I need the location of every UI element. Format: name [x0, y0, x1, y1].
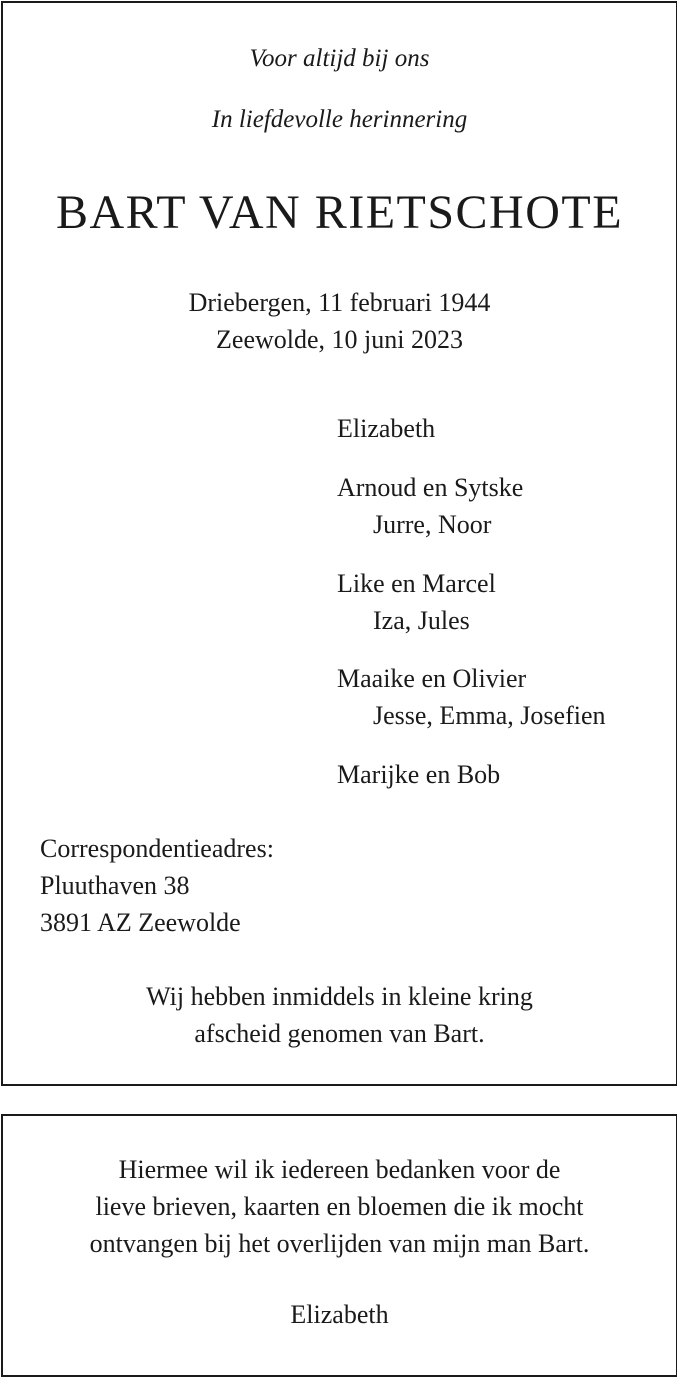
- family-member-children: Iza, Jules: [373, 606, 470, 635]
- address-city: 3891 AZ Zeewolde: [40, 908, 241, 937]
- address-street: Pluuthaven 38: [40, 871, 190, 900]
- family-member-children: Jurre, Noor: [373, 510, 492, 539]
- birth-line: Driebergen, 11 februari 1944: [188, 288, 491, 317]
- closing-line: Wij hebben inmiddels in kleine kring: [146, 982, 533, 1011]
- deceased-name: BART VAN RIETSCHOTE: [55, 186, 624, 239]
- family-member: [337, 410, 435, 447]
- birth-death-dates: [3, 284, 676, 358]
- closing-text: [3, 978, 676, 1052]
- family-member: [337, 469, 523, 543]
- family-member-main: Maaike en Olivier: [337, 664, 527, 693]
- motto-line-2: In liefdevolle herinnering: [211, 106, 468, 133]
- family-member: [337, 565, 496, 639]
- thanks-text: [3, 1151, 676, 1262]
- thanks-line: lieve brieven, kaarten en bloemen die ik mocht: [95, 1192, 584, 1221]
- family-member-main: Elizabeth: [337, 414, 436, 443]
- family-member-main: Arnoud en Sytske: [337, 473, 524, 502]
- family-member: [337, 660, 606, 734]
- family-member-children: Jesse, Emma, Josefien: [373, 701, 606, 730]
- family-member: [337, 756, 500, 793]
- correspondence-address: [40, 830, 274, 941]
- death-line: Zeewolde, 10 juni 2023: [216, 325, 463, 354]
- family-member-main: Like en Marcel: [337, 569, 496, 598]
- thanks-line: ontvangen bij het overlijden van mijn man Bart.: [89, 1229, 590, 1258]
- address-label: Correspondentieadres:: [40, 834, 274, 863]
- death-notice: [1, 1, 677, 1086]
- closing-line: afscheid genomen van Bart.: [194, 1019, 485, 1048]
- thank-you-notice: [1, 1114, 677, 1377]
- family-member-main: Marijke en Bob: [337, 760, 501, 789]
- thanks-signature: Elizabeth: [290, 1300, 389, 1329]
- thanks-line: Hiermee wil ik iedereen bedanken voor de: [118, 1155, 561, 1184]
- motto-line-1: Voor altijd bij ons: [249, 45, 430, 72]
